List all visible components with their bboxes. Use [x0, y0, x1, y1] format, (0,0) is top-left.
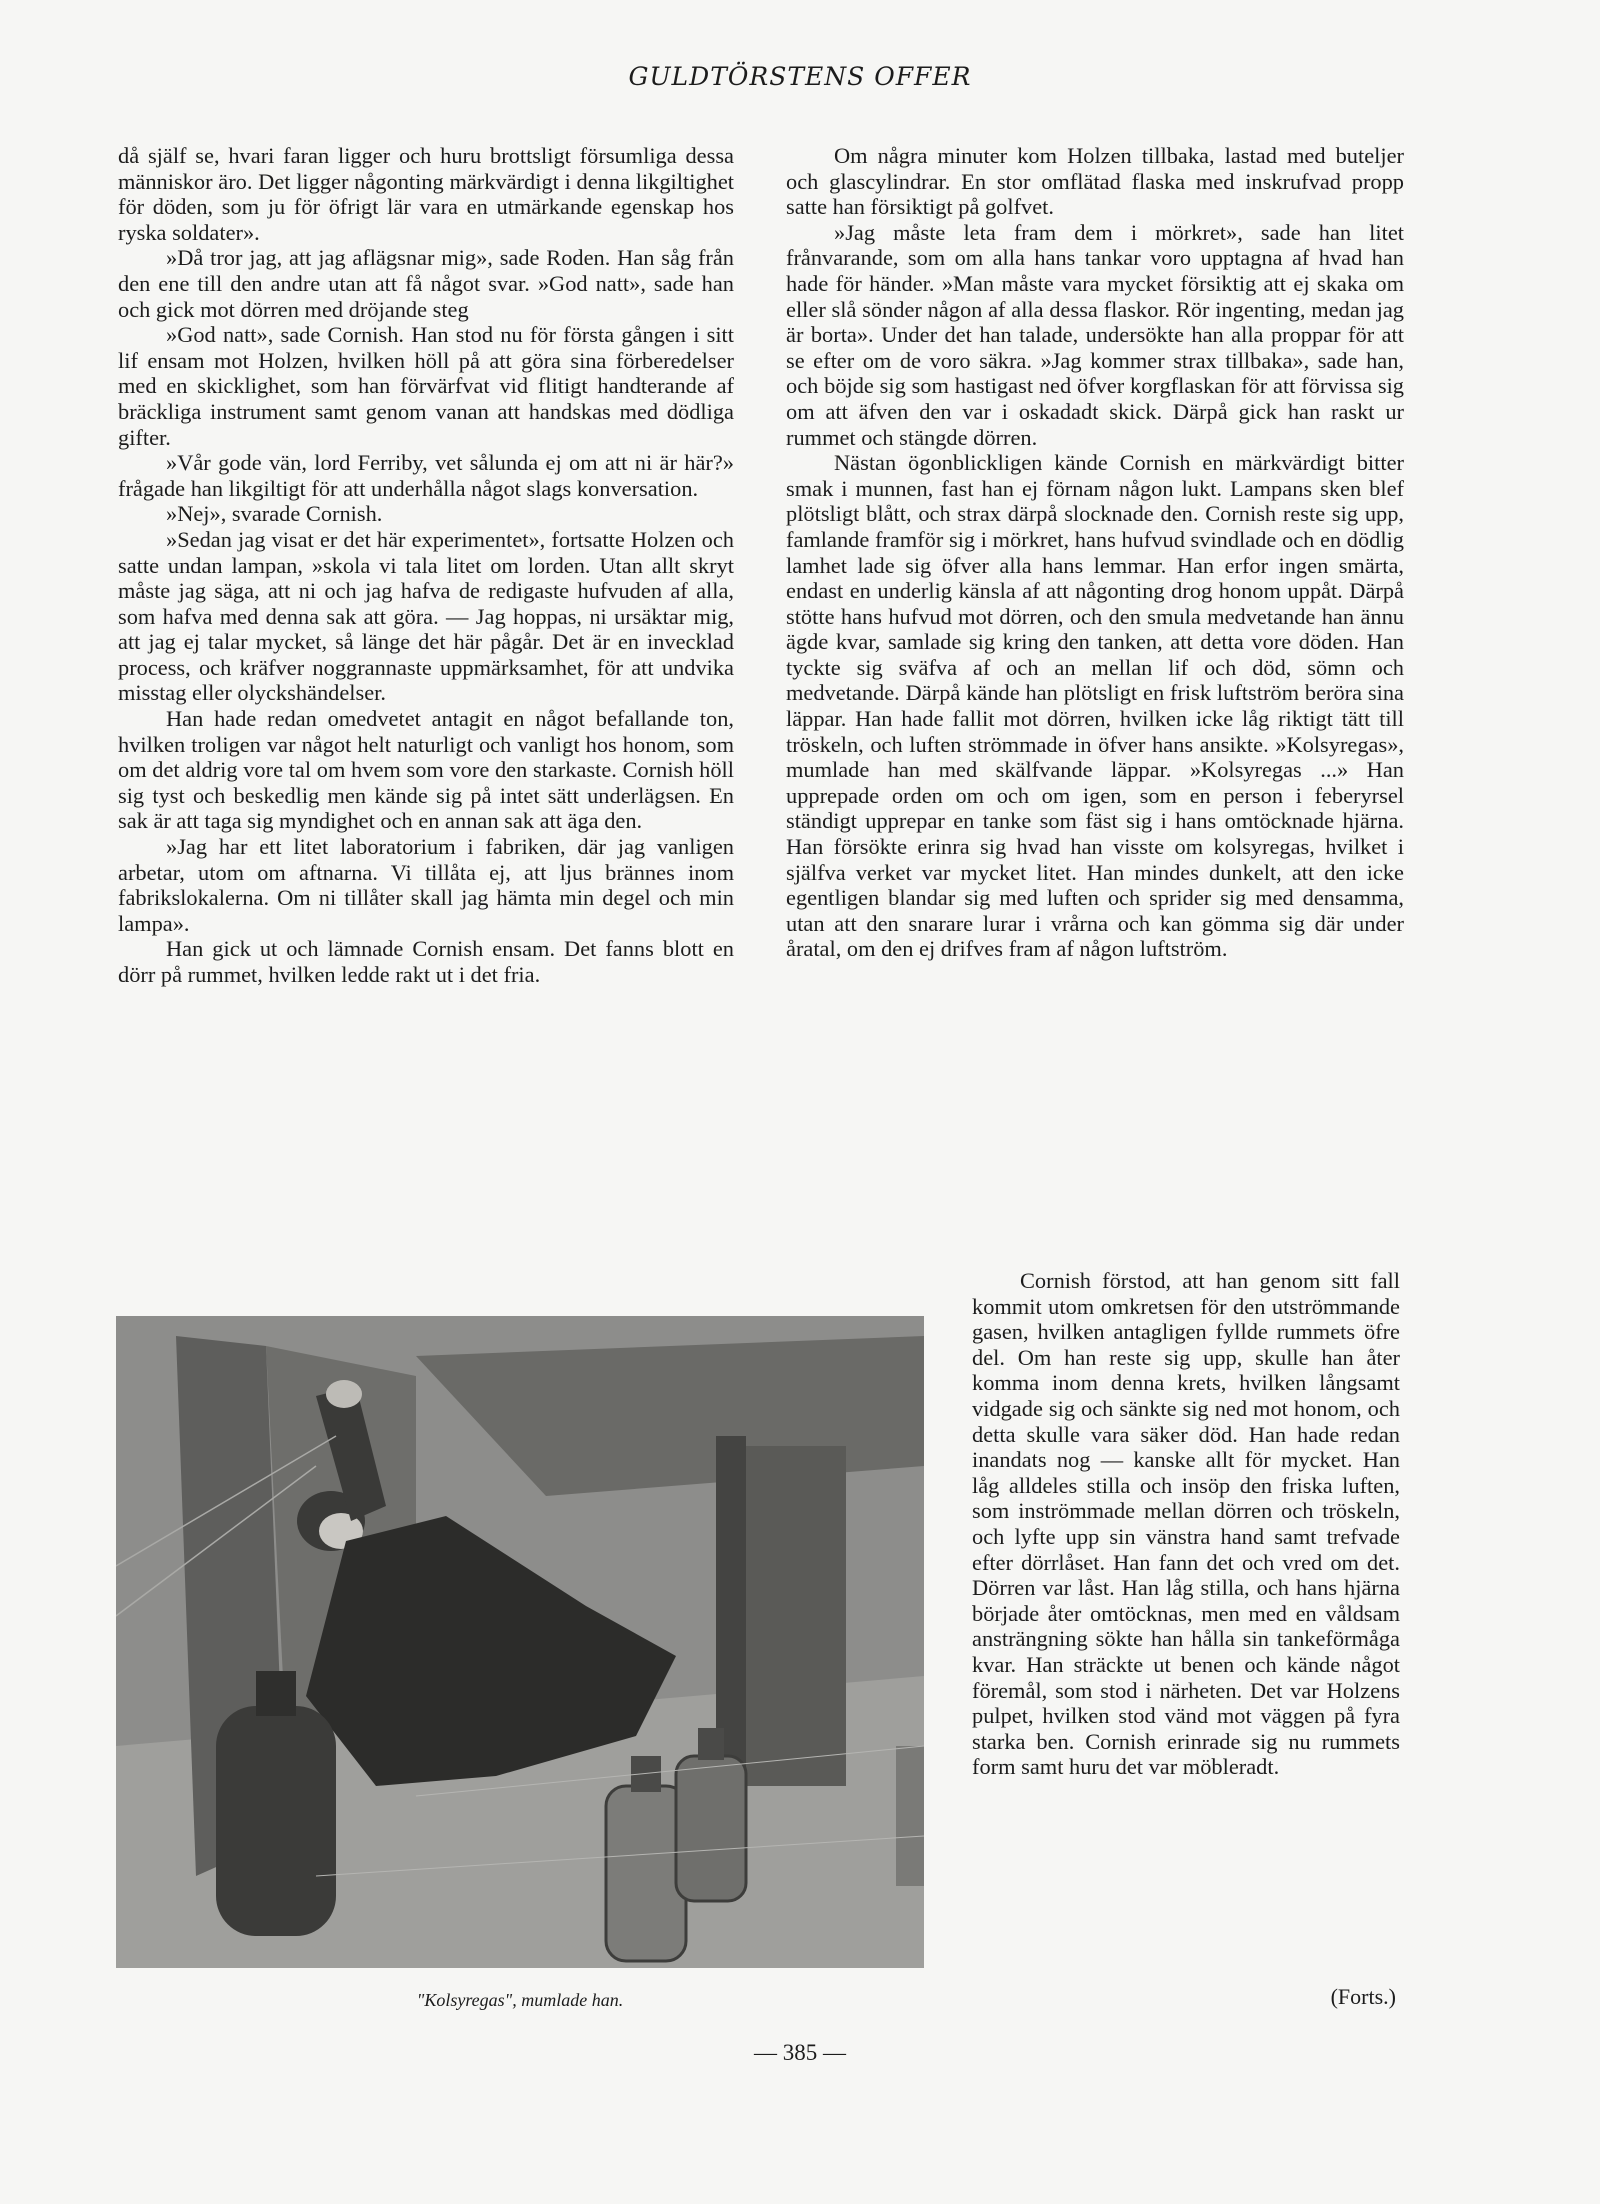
- paragraph: »Nej», svarade Cornish.: [166, 501, 383, 527]
- paragraph: »Jag måste leta fram dem i mörkret», sade han litet frånvarande, som om alla hans tankar voro upptagna af hvad han hade för händer. »Man måste vara mycket försiktig att ej skaka om eller slå sönder någon af alla dessa flaskor. Rör ingenting, medan jag är borta». Under det han talade, undersökte han alla proppar för att se efter om de voro säkra. »Jag kommer strax tillbaka», sade han, och böjde sig som hastigast ned öfver korgflaskan för att förvissa sig om att äfven den var i oskadadt skick. Därpå gick han raskt ur rummet och stängde dörren.: [786, 219, 1404, 450]
- paragraph: Cornish förstod, att han genom sitt fall kommit utom omkretsen för den utströmmande gasen, hvilken antagligen fyllde rummets öfre del. Om han reste sig upp, skulle han åter komma inom denna krets, hvilken långsamt vidgade sig och sänkte sig ned mot honom, och detta skulle vara säker död. Han hade redan inandats nog — kanske allt för mycket. Han låg alldeles stilla och insöp den friska luften, som inströmmade mellan dörren och tröskeln, och lyfte upp sin vänstra hand samt trefvade efter dörrlåset. Han fann det och vred om det. Dörren var låst. Han låg stilla, och hans hjärna började åter omtöcknas, men med en våldsam ansträngning sökte han hålla sin tankeförmåga kvar. Han sträckte ut benen och kände något föremål, som stod i närheten. Det var Holzens pulpet, hvilken stod vänd mot väggen på fyra starka ben. Cornish erinrade sig nu rummets form samt huru det var möbleradt.: [972, 1268, 1400, 1780]
- paragraph: Nästan ögonblickligen kände Cornish en märkvärdigt bitter smak i munnen, fast han ej förnam någon lukt. Lampans sken blef plötsligt blått, och strax därpå slocknade den. Cornish reste sig upp, famlande framför sig i mörkret, hans hufvud svindlade och en dödlig lamhet lade sig öfver alla hans lemmar. Han erfor ingen smärta, endast en underlig känsla af att någonting drog honom uppåt. Därpå stötte hans hufvud mot dörren, och den smula medvetande han ännu ägde kvar, samlade sig kring den tanken, att detta vore döden. Han tyckte sig sväfva af och an mellan lif och död, sömn och medvetande. Därpå kände han plötsligt en frisk luftström beröra sina läppar. Han hade fallit mot dörren, hvilken icke låg riktigt tätt till tröskeln, och luften strömmade in öfver hans ansikte. »Kolsyregas», mumlade han med skälfvande läppar. »Kolsyregas ...» Han upprepade orden om och om igen, som en person i feberyrsel ständigt upprepar en tanke som fäst sig i hans omtöcknade hjärna. Han försökte erinra sig hvad han visste om kolsyregas, hvilket i själfva verket var mycket litet. Han mindes dunkelt, att den icke egentligen blandar sig med luften och sprider sig med densamma, utan att den snarare lurar i vrårna och kan gömma sig där under åratal, om den ej drifves fram af någon luftström.: [786, 450, 1404, 962]
- paragraph: Han gick ut och lämnade Cornish ensam. Det fanns blott en dörr på rummet, hvilken ledde rakt ut i det fria.: [118, 936, 734, 987]
- page-number: — 385 —: [754, 2040, 846, 2065]
- paragraph: »Då tror jag, att jag aflägsnar mig», sade Roden. Han såg från den ene till den andre utan att få något svar. »God natt», sade han och gick mot dörren med dröjande steg: [118, 245, 734, 322]
- left-column: [118, 143, 734, 988]
- illustration-drawing: [116, 1316, 924, 1968]
- illustration-caption: "Kolsyregas", mumlade han.: [416, 1990, 624, 2010]
- paragraph: Han hade redan omedvetet antagit en något befallande ton, hvilken troligen var något helt naturligt och vanligt hos honom, som om det aldrig vore tal om hvem som vore den starkaste. Cornish höll sig tyst och beskedlig men kände sig på intet sätt underlägsen. En sak är att taga sig myndighet och en annan sak att äga den.: [118, 706, 734, 834]
- illustration: [116, 1316, 924, 1968]
- paragraph: »Sedan jag visat er det här experimentet», fortsatte Holzen och satte undan lampan, »skola vi tala litet om lorden. Utan allt skryt måste jag säga, att ni och jag hafva de redigaste hufvuden af alla, som hafva med denna sak att göra. — Jag hoppas, ni ursäktar mig, att jag ej talar mycket, så länge det här pågår. Det är en invecklad process, och kräfver noggrannaste uppmärksamhet, för att undvika misstag eller olyckshändelser.: [118, 526, 734, 706]
- paragraph: Om några minuter kom Holzen tillbaka, lastad med buteljer och glascylindrar. En stor omflätad flaska med inskrufvad propp satte han försiktigt på golfvet.: [786, 143, 1404, 220]
- paragraph: då själf se, hvari faran ligger och huru brottsligt försumliga dessa människor äro. Det ligger någonting märkvärdigt i denna likgiltighet för döden, som ju för öfrigt lär vara en utmärkande egenskap hos ryska soldater».: [118, 143, 734, 245]
- running-head: GULDTÖRSTENS OFFER: [628, 62, 972, 91]
- paragraph: »Vår gode vän, lord Ferriby, vet sålunda ej om att ni är här?» frågade han likgiltigt för att underhålla något slags konversation.: [118, 450, 734, 501]
- right-column-bottom: [972, 1268, 1400, 1780]
- continued-note: (Forts.): [1330, 1984, 1396, 2009]
- right-column-top: [786, 143, 1404, 962]
- paragraph: »God natt», sade Cornish. Han stod nu för första gången i sitt lif ensam mot Holzen, hvilken höll på att göra sina förberedelser med en skicklighet, som han förvärfvat vid flitigt handterande af bräckliga instrument samt genom vanan att handskas med dödliga gifter.: [118, 322, 734, 450]
- paragraph: »Jag har ett litet laboratorium i fabriken, där jag vanligen arbetar, utom om aftnarna. Vi tillåta ej, att ljus brännes inom fabrikslokalerna. Om ni tillåter skall jag hämta min degel och min lampa».: [118, 834, 734, 936]
